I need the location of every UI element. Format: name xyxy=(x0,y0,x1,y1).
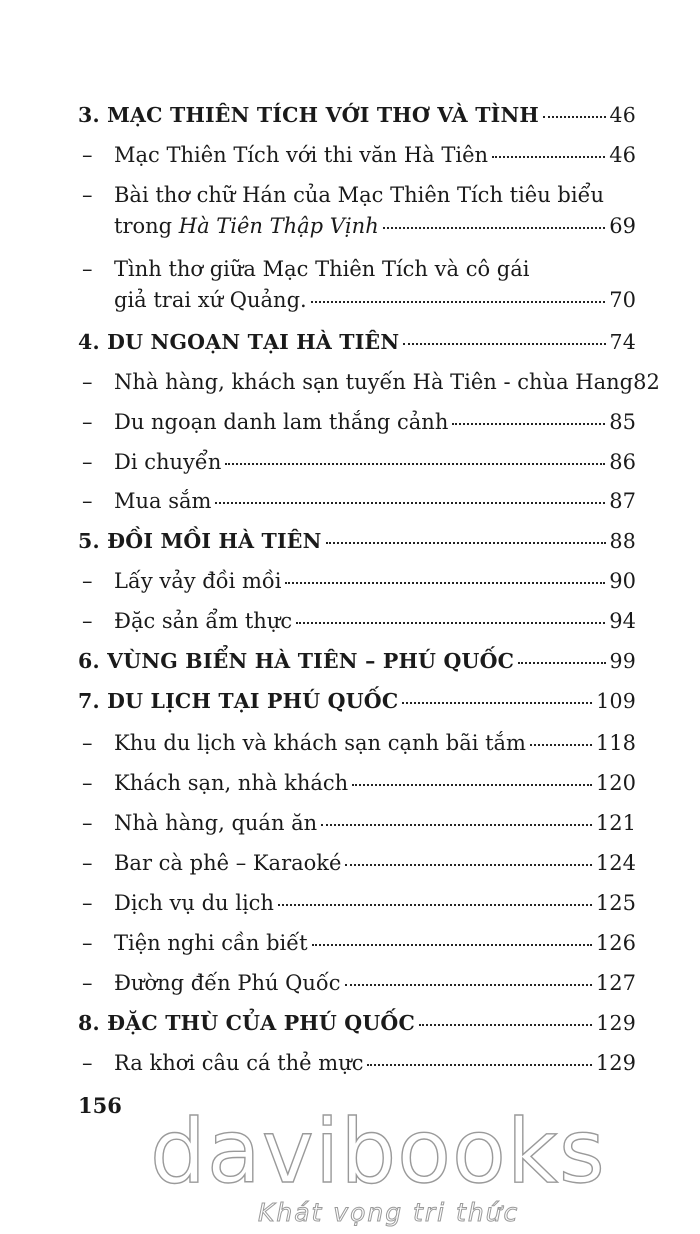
dash-marker: – xyxy=(82,257,93,281)
toc-item-title: Nhà hàng, khách sạn tuyến Hà Tiên - chùa Hang xyxy=(114,370,634,394)
toc-heading-title: 8. ĐẶC THÙ CỦA PHÚ QUỐC xyxy=(78,1011,415,1035)
toc-page-number: 127 xyxy=(595,971,636,995)
toc-page-number: 88 xyxy=(609,529,636,553)
toc-page-number: 118 xyxy=(595,731,636,755)
leader-dots xyxy=(419,1024,592,1026)
leader-dots xyxy=(367,1064,591,1066)
toc-heading-title: 7. DU LỊCH TẠI PHÚ QUỐC xyxy=(78,689,399,713)
dash-marker: – xyxy=(82,609,93,633)
dash-marker: – xyxy=(82,851,93,875)
toc-item-title: Đường đến Phú Quốc xyxy=(114,971,341,995)
toc-item-title: Mạc Thiên Tích với thi văn Hà Tiên xyxy=(114,143,489,167)
toc-heading-title: 5. ĐỒI MỒI HÀ TIÊN xyxy=(78,529,322,553)
leader-dots xyxy=(352,784,592,786)
leader-dots xyxy=(321,824,592,826)
toc-page-number: 74 xyxy=(609,330,636,354)
dash-marker: – xyxy=(82,143,93,167)
dash-marker: – xyxy=(82,569,93,593)
toc-page-number: 85 xyxy=(609,410,636,434)
leader-dots xyxy=(225,463,605,465)
toc-page-number: 125 xyxy=(595,891,636,915)
leader-dots xyxy=(345,864,591,866)
leader-dots xyxy=(296,622,605,624)
toc-page-number: 46 xyxy=(609,103,636,127)
title-prefix: trong xyxy=(114,214,179,238)
dash-marker: – xyxy=(82,370,93,394)
dash-marker: – xyxy=(82,183,93,207)
watermark-tagline: Khát vọng tri thức xyxy=(258,1198,520,1227)
dash-marker: – xyxy=(82,891,93,915)
toc-page-number: 87 xyxy=(609,489,636,513)
toc-item-title: Tiện nghi cần biết xyxy=(114,931,308,955)
toc-item-title: Ra khơi câu cá thẻ mực xyxy=(114,1051,364,1075)
leader-dots xyxy=(518,662,605,664)
dash-marker: – xyxy=(82,410,93,434)
toc-page-number: 121 xyxy=(595,811,636,835)
leader-dots xyxy=(215,502,605,504)
toc-page-number: 86 xyxy=(609,450,636,474)
leader-dots xyxy=(326,542,606,544)
toc-item-title: Khách sạn, nhà khách xyxy=(114,771,349,795)
toc-item-title: Khu du lịch và khách sạn cạnh bãi tắm xyxy=(114,731,526,755)
toc-item-title-line2 xyxy=(114,214,379,238)
toc-page-number: 94 xyxy=(609,609,636,633)
leader-dots xyxy=(345,984,592,986)
leader-dots xyxy=(278,904,592,906)
toc-page-number: 124 xyxy=(595,851,636,875)
toc-heading-title: 3. MẠC THIÊN TÍCH VỚI THƠ VÀ TÌNH xyxy=(78,103,539,127)
dash-marker: – xyxy=(82,489,93,513)
dash-marker: – xyxy=(82,771,93,795)
toc-item-title: Du ngoạn danh lam thắng cảnh xyxy=(114,410,449,434)
leader-dots xyxy=(543,116,606,118)
toc-item-title: Dịch vụ du lịch xyxy=(114,891,274,915)
toc-page-number: 46 xyxy=(609,143,636,167)
leader-dots xyxy=(312,944,592,946)
toc-page-number: 126 xyxy=(595,931,636,955)
page-number: 156 xyxy=(78,1093,122,1118)
toc-page-number: 129 xyxy=(595,1051,636,1075)
dash-marker: – xyxy=(82,971,93,995)
toc-page-number: 82 xyxy=(633,370,660,394)
leader-dots xyxy=(383,227,606,229)
dash-marker: – xyxy=(82,931,93,955)
toc-page-number: 120 xyxy=(595,771,636,795)
toc-item-title: Di chuyển xyxy=(114,450,222,474)
italic-title: Hà Tiên Thập Vịnh xyxy=(178,214,379,238)
toc-page-number: 69 xyxy=(609,214,636,238)
dash-marker: – xyxy=(82,811,93,835)
toc-item-title-line2: giả trai xứ Quảng. xyxy=(114,288,307,312)
leader-dots xyxy=(452,423,605,425)
dash-marker: – xyxy=(82,731,93,755)
toc-page-number: 109 xyxy=(596,689,636,713)
toc-page-number: 99 xyxy=(609,649,636,673)
leader-dots xyxy=(402,702,592,704)
toc-page-number: 129 xyxy=(596,1011,636,1035)
toc-heading-title: 6. VÙNG BIỂN HÀ TIÊN – PHÚ QUỐC xyxy=(78,649,515,673)
toc-heading-title: 4. DU NGOẠN TẠI HÀ TIÊN xyxy=(78,330,400,354)
toc-page-number: 90 xyxy=(609,569,636,593)
toc-item-title: Mua sắm xyxy=(114,489,212,513)
toc-item-title: Nhà hàng, quán ăn xyxy=(114,811,318,835)
leader-dots xyxy=(403,343,605,345)
toc-item-title-line1: Bài thơ chữ Hán của Mạc Thiên Tích tiêu biểu xyxy=(114,183,605,207)
toc-item-title: Bar cà phê – Karaoké xyxy=(114,851,342,875)
leader-dots xyxy=(530,744,592,746)
watermark-logo: davibooks xyxy=(150,1100,606,1203)
toc-item-title: Đặc sản ẩm thực xyxy=(114,609,293,633)
leader-dots xyxy=(492,156,605,158)
leader-dots xyxy=(311,301,606,303)
dash-marker: – xyxy=(82,450,93,474)
toc-item-title-line1: Tình thơ giữa Mạc Thiên Tích và cô gái xyxy=(114,257,530,281)
toc-page-number: 70 xyxy=(609,288,636,312)
toc-item-title: Lấy vảy đồi mồi xyxy=(114,569,282,593)
dash-marker: – xyxy=(82,1051,93,1075)
leader-dots xyxy=(285,582,605,584)
